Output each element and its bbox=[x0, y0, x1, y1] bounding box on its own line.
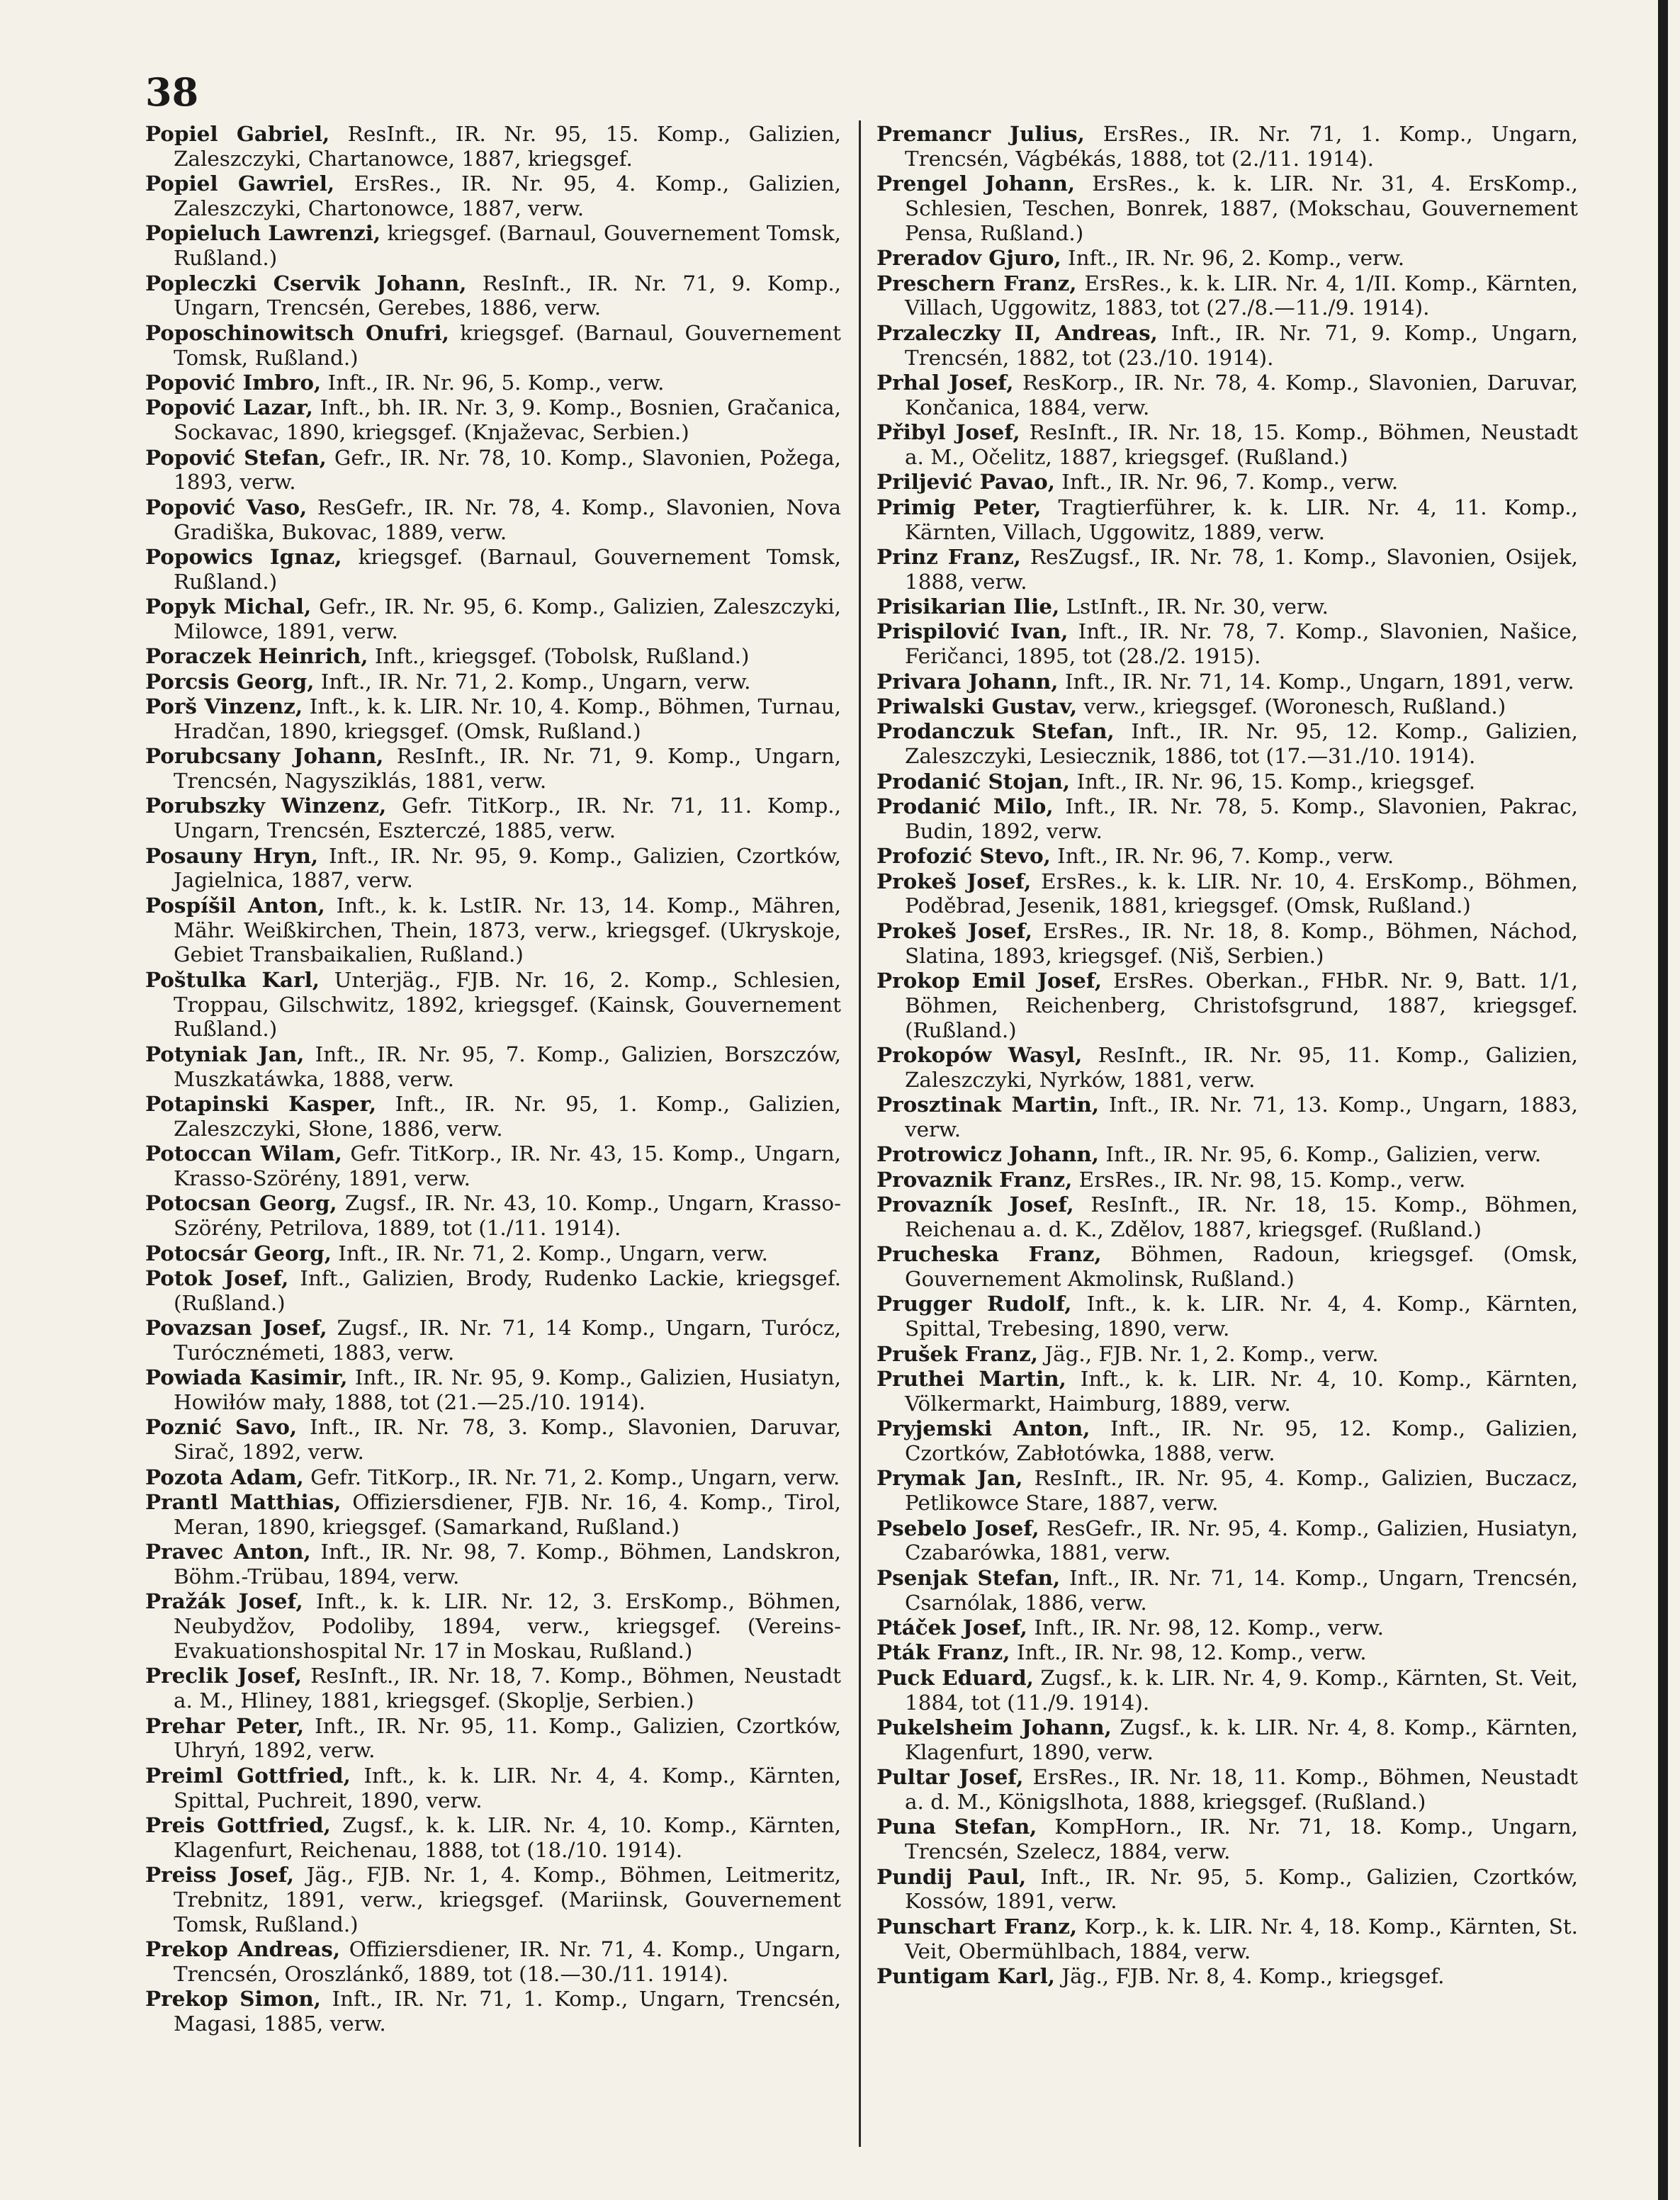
entry-details: Inft., IR. Nr. 71, 13. Komp., Ungarn, 1883, verw. bbox=[905, 1093, 1578, 1141]
list-item bbox=[876, 869, 1578, 919]
entry-name: Prodanić Stojan, bbox=[876, 768, 1071, 794]
entry-details: Inft., IR. Nr. 96, 2. Komp., verw. bbox=[1061, 246, 1405, 271]
entry-name: Prymak Jan, bbox=[876, 1465, 1023, 1491]
entry-name: Preschern Franz, bbox=[876, 270, 1077, 295]
entry-name: Porubcsany Johann, bbox=[145, 743, 384, 769]
entry-name: Popović Vaso, bbox=[145, 494, 308, 519]
list-item bbox=[876, 246, 1578, 271]
list-item bbox=[876, 1242, 1578, 1292]
list-item bbox=[876, 844, 1578, 869]
entry-name: Prispilović Ivan, bbox=[876, 619, 1069, 644]
entry-name: Prokeš Josef, bbox=[876, 918, 1032, 943]
entry-name: Prehar Peter, bbox=[145, 1713, 305, 1738]
entry-details: Inft., IR. Nr. 96, 7. Komp., verw. bbox=[1050, 844, 1394, 869]
entry-details: verw., kriegsgef. (Woronesch, Rußland.) bbox=[1077, 694, 1506, 719]
entry-name: Preis Gottfried, bbox=[145, 1812, 331, 1837]
entry-name: Pukelsheim Johann, bbox=[876, 1714, 1112, 1739]
list-item bbox=[145, 893, 841, 967]
list-item bbox=[876, 769, 1578, 794]
entry-details: Inft., IR. Nr. 95, 9. Komp., Galizien, Czortków, Jagielnica, 1887, verw. bbox=[174, 843, 841, 893]
entry-name: Porcsis Georg, bbox=[145, 668, 315, 694]
entry-name: Prengel Johann, bbox=[876, 171, 1076, 196]
entry-name: Puck Eduard, bbox=[876, 1664, 1034, 1690]
list-item bbox=[876, 1192, 1578, 1242]
entry-name: Pozota Adam, bbox=[145, 1464, 304, 1489]
entry-details: Zugsf., IR. Nr. 71, 14 Komp., Ungarn, Turócz, Turócznémeti, 1883, verw. bbox=[174, 1316, 841, 1365]
entry-name: Pultar Josef, bbox=[876, 1764, 1024, 1790]
entry-name: Povazsan Josef, bbox=[145, 1315, 327, 1341]
entry-details: Inft., IR. Nr. 95, 5. Komp., Galizien, Czortków, Kossów, 1891, verw. bbox=[905, 1864, 1578, 1914]
entry-name: Premancr Julius, bbox=[876, 121, 1085, 146]
entry-details: ErsRes. Oberkan., FHbR. Nr. 9, Batt. 1/1, Böhmen, Reichenberg, Christofsgrund, 1887, kriegsgef. (Rußland.) bbox=[905, 968, 1578, 1042]
list-item bbox=[876, 1367, 1578, 1416]
entry-details: Inft., IR. Nr. 95, 9. Komp., Galizien, Husiatyn, Howiłów mały, 1888, tot (21.—25./10. 1914). bbox=[174, 1365, 841, 1415]
list-item bbox=[876, 1914, 1578, 1964]
entry-name: Prhal Josef, bbox=[876, 369, 1014, 395]
list-item bbox=[876, 670, 1578, 694]
entry-name: Prisikarian Ilie, bbox=[876, 594, 1060, 619]
list-item bbox=[145, 271, 841, 321]
entry-details: Zugsf., k. k. LIR. Nr. 4, 9. Komp., Kärnten, St. Veit, 1884, tot (11./9. 1914). bbox=[905, 1665, 1578, 1715]
entry-name: Provazník Josef, bbox=[876, 1192, 1074, 1217]
entry-details: ErsRes., IR. Nr. 71, 1. Komp., Ungarn, Trencsén, Vágbékás, 1888, tot (2./11. 1914). bbox=[905, 122, 1578, 171]
list-item bbox=[876, 694, 1578, 719]
list-item bbox=[876, 1516, 1578, 1566]
entry-details: ResGefr., IR. Nr. 95, 4. Komp., Galizien, Husiatyn, Czabarówka, 1881, verw. bbox=[905, 1516, 1578, 1565]
list-item bbox=[145, 122, 841, 171]
entry-details: Inft., k. k. LIR. Nr. 12, 3. ErsKomp., Böhmen, Neubydžov, Podoliby, 1894, verw., kriegsgef. (Vereins-Evakuationshospital Nr. 17 in Moskau, Rußland.) bbox=[174, 1589, 841, 1664]
entry-name: Punschart Franz, bbox=[876, 1913, 1078, 1939]
entry-details: Inft., IR. Nr. 71, 9. Komp., Ungarn, Trencsén, 1882, tot (23./10. 1914). bbox=[905, 320, 1579, 370]
entry-name: Pryjemski Anton, bbox=[876, 1416, 1090, 1441]
list-item bbox=[145, 1714, 841, 1764]
list-item bbox=[876, 1342, 1578, 1367]
entry-name: Potok Josef, bbox=[145, 1265, 289, 1290]
list-item bbox=[876, 1615, 1578, 1640]
entry-details: Inft., IR. Nr. 71, 14. Komp., Ungarn, Trencsén, Csarnólak, 1886, verw. bbox=[905, 1565, 1578, 1615]
entry-details: kriegsgef. (Barnaul, Gouvernement Tomsk, Rußland.) bbox=[174, 544, 841, 594]
list-item bbox=[876, 1666, 1578, 1715]
list-item bbox=[876, 719, 1578, 769]
entry-name: Poposchinowitsch Onufri, bbox=[145, 320, 449, 345]
entry-name: Puntigam Karl, bbox=[876, 1963, 1055, 1988]
entry-name: Porš Vinzenz, bbox=[145, 694, 303, 719]
entry-name: Ptáček Josef, bbox=[876, 1615, 1027, 1640]
entry-details: Inft., Galizien, Brody, Rudenko Lackie, kriegsgef. (Rußland.) bbox=[174, 1265, 841, 1315]
entry-name: Popović Imbro, bbox=[145, 369, 322, 395]
entry-name: Poznić Savo, bbox=[145, 1414, 298, 1440]
list-item bbox=[876, 1168, 1578, 1192]
entry-name: Przaleczky II, Andreas, bbox=[876, 320, 1158, 345]
list-item bbox=[145, 371, 841, 395]
entry-details: Inft., IR. Nr. 96, 5. Komp., verw. bbox=[321, 370, 665, 395]
entry-details: Inft., IR. Nr. 95, 12. Komp., Galizien, Czortków, Zabłotówka, 1888, verw. bbox=[905, 1416, 1578, 1466]
entry-name: Prekop Andreas, bbox=[145, 1936, 341, 1962]
list-item bbox=[145, 545, 841, 594]
entry-details: ResZugsf., IR. Nr. 78, 1. Komp., Slavonien, Osijek, 1888, verw. bbox=[905, 544, 1578, 594]
entry-name: Potapinski Kasper, bbox=[145, 1090, 377, 1116]
entry-details: Jäg., FJB. Nr. 1, 4. Komp., Böhmen, Leitmeritz, Trebnitz, 1891, verw., kriegsgef. (Mariinsk, Gouvernement Tomsk, Rußland.) bbox=[174, 1863, 841, 1936]
entry-details: Inft., IR. Nr. 71, 2. Komp., Ungarn, verw. bbox=[331, 1241, 769, 1265]
entry-details: ResInft., IR. Nr. 18, 15. Komp., Böhmen, Reichenau a. d. K., Zdělov, 1887, kriegsgef. (Rußland.) bbox=[905, 1192, 1578, 1241]
list-item bbox=[876, 171, 1578, 245]
column-divider bbox=[859, 120, 861, 2147]
list-item bbox=[145, 1540, 841, 1589]
entry-name: Pravec Anton, bbox=[145, 1539, 311, 1564]
page-edge-border bbox=[1658, 0, 1668, 2200]
entry-details: Inft., IR. Nr. 71, 14. Komp., Ungarn, 1891, verw. bbox=[1058, 669, 1574, 694]
entry-details: ResInft., IR. Nr. 95, 11. Komp., Galizien, Zaleszczyki, Nyrków, 1881, verw. bbox=[905, 1042, 1579, 1092]
entry-details: Inft., k. k. LIR. Nr. 4, 4. Komp., Kärnten, Spittal, Trebesing, 1890, verw. bbox=[905, 1292, 1578, 1341]
list-item bbox=[876, 1466, 1578, 1516]
page-number: 38 bbox=[145, 69, 199, 115]
entry-name: Přibyl Josef, bbox=[876, 419, 1020, 445]
entry-details: ResGefr., IR. Nr. 78, 4. Komp., Slavonien, Nova Gradiška, Bukovac, 1889, verw. bbox=[174, 495, 842, 544]
entry-name: Priljević Pavao, bbox=[876, 469, 1055, 495]
list-item bbox=[876, 794, 1578, 844]
entry-name: Poraczek Heinrich, bbox=[145, 643, 368, 669]
list-item bbox=[145, 321, 841, 371]
entry-details: Inft., IR. Nr. 98, 12. Komp., verw. bbox=[1027, 1615, 1384, 1640]
entry-details: Tragtierführer, k. k. LIR. Nr. 4, 11. Komp., Kärnten, Villach, Uggowitz, 1889, verw. bbox=[905, 495, 1578, 544]
entry-details: Gefr. TitKorp., IR. Nr. 43, 15. Komp., Ungarn, Krasso-Szörény, 1891, verw. bbox=[174, 1141, 841, 1190]
entry-details: Inft., k. k. LstIR. Nr. 13, 14. Komp., Mähren, Mähr. Weißkirchen, Thein, 1873, verw., kriegsgef. (Ukryskoje, Gebiet Transbaikalien, Rußland.) bbox=[174, 893, 841, 967]
entry-name: Prekop Simon, bbox=[145, 1986, 321, 2012]
entry-name: Powiada Kasimir, bbox=[145, 1365, 348, 1390]
entry-name: Popović Lazar, bbox=[145, 395, 313, 420]
entry-name: Poštulka Karl, bbox=[145, 966, 320, 992]
entry-name: Posauny Hryn, bbox=[145, 842, 319, 868]
list-item bbox=[876, 1815, 1578, 1864]
entry-details: Inft., kriegsgef. (Tobolsk, Rußland.) bbox=[368, 644, 750, 669]
list-item bbox=[145, 1589, 841, 1663]
entry-name: Psenjak Stefan, bbox=[876, 1564, 1061, 1590]
entry-name: Preiss Josef, bbox=[145, 1862, 294, 1888]
entry-details: Zugsf., k. k. LIR. Nr. 4, 8. Komp., Kärnten, Klagenfurt, 1890, verw. bbox=[905, 1715, 1578, 1764]
list-item bbox=[145, 1863, 841, 1936]
list-item bbox=[876, 1043, 1578, 1093]
entry-details: kriegsgef. (Barnaul, Gouvernement Tomsk, Rußland.) bbox=[174, 320, 841, 370]
entry-details: Gefr., IR. Nr. 95, 6. Komp., Galizien, Zaleszczyki, Milowce, 1891, verw. bbox=[174, 594, 841, 643]
entry-name: Pruthei Martin, bbox=[876, 1366, 1066, 1392]
list-item bbox=[145, 1937, 841, 1987]
entry-name: Preclik Josef, bbox=[145, 1663, 302, 1688]
list-item bbox=[876, 1093, 1578, 1142]
entry-details: Inft., k. k. LIR. Nr. 10, 4. Komp., Böhmen, Turnau, Hradčan, 1890, kriegsgef. (Omsk, Rußland.) bbox=[174, 694, 841, 743]
list-item bbox=[145, 171, 841, 221]
list-item bbox=[876, 594, 1578, 619]
entry-details: Gefr. TitKorp., IR. Nr. 71, 2. Komp., Ungarn, verw. bbox=[303, 1465, 840, 1489]
entry-details: Inft., IR. Nr. 98, 12. Komp., verw. bbox=[1010, 1640, 1367, 1665]
entry-details: Inft., IR. Nr. 78, 5. Komp., Slavonien, Pakrac, Budin, 1892, verw. bbox=[905, 794, 1578, 843]
entry-details: Inft., IR. Nr. 78, 3. Komp., Slavonien, Daruvar, Sirač, 1892, verw. bbox=[174, 1415, 841, 1465]
list-item bbox=[876, 1765, 1578, 1815]
list-item bbox=[145, 1191, 841, 1241]
list-item bbox=[145, 1664, 841, 1713]
entry-name: Primig Peter, bbox=[876, 494, 1042, 519]
entry-name: Prokop Emil Josef, bbox=[876, 967, 1103, 993]
list-item bbox=[145, 1813, 841, 1863]
entry-details: Inft., IR. Nr. 95, 12. Komp., Galizien, Zaleszczyki, Lesiecznik, 1886, tot (17.—31./10. 1914). bbox=[905, 719, 1578, 769]
entry-details: Gefr. TitKorp., IR. Nr. 71, 11. Komp., Ungarn, Trencsén, Eszterczé, 1885, verw. bbox=[174, 794, 841, 843]
entry-details: Inft., IR. Nr. 78, 7. Komp., Slavonien, Našice, Feričanci, 1895, tot (28./2. 1915). bbox=[905, 619, 1578, 669]
list-item bbox=[876, 969, 1578, 1042]
list-item bbox=[145, 594, 841, 644]
list-item bbox=[876, 1566, 1578, 1615]
entry-name: Prucheska Franz, bbox=[876, 1241, 1102, 1267]
entry-name: Prinz Franz, bbox=[876, 543, 1021, 569]
entry-details: Inft., bh. IR. Nr. 3, 9. Komp., Bosnien, Gračanica, Sockavac, 1890, kriegsgef. (Knjaževac, Serbien.) bbox=[174, 395, 841, 445]
entry-name: Porubszky Winzenz, bbox=[145, 793, 387, 818]
entry-details: Inft., IR. Nr. 95, 7. Komp., Galizien, Borszczów, Muszkatáwka, 1888, verw. bbox=[174, 1042, 841, 1091]
entry-name: Prodanić Milo, bbox=[876, 794, 1054, 819]
list-item bbox=[145, 1764, 841, 1813]
entry-details: Jäg., FJB. Nr. 8, 4. Komp., kriegsgef. bbox=[1054, 1963, 1445, 1988]
right-column bbox=[876, 122, 1578, 1989]
list-item bbox=[876, 919, 1578, 969]
list-item bbox=[145, 1365, 841, 1415]
list-item bbox=[876, 1715, 1578, 1765]
entry-details: Böhmen, Radoun, kriegsgef. (Omsk, Gouvernement Akmolinsk, Rußland.) bbox=[905, 1242, 1578, 1292]
entry-name: Prugger Rudolf, bbox=[876, 1291, 1072, 1316]
list-item bbox=[145, 1141, 841, 1191]
list-item bbox=[145, 1316, 841, 1365]
entry-name: Potoccan Wilam, bbox=[145, 1141, 342, 1166]
left-column bbox=[145, 122, 841, 2037]
entry-name: Popowics Ignaz, bbox=[145, 543, 342, 569]
entry-details: Inft., IR. Nr. 98, 7. Komp., Böhmen, Landskron, Böhm.-Trübau, 1894, verw. bbox=[174, 1540, 841, 1589]
entry-name: Prosztinak Martin, bbox=[876, 1092, 1100, 1117]
entry-name: Prodanczuk Stefan, bbox=[876, 718, 1115, 744]
list-item bbox=[145, 794, 841, 843]
list-item bbox=[876, 619, 1578, 669]
entry-details: kriegsgef. (Barnaul, Gouvernement Tomsk, Rußland.) bbox=[174, 221, 841, 271]
entry-details: Inft., IR. Nr. 71, 1. Komp., Ungarn, Trencsén, Magasi, 1885, verw. bbox=[174, 1987, 841, 2036]
entry-details: Offiziersdiener, FJB. Nr. 16, 4. Komp., Tirol, Meran, 1890, kriegsgef. (Samarkand, Rußland.) bbox=[174, 1490, 841, 1539]
list-item bbox=[876, 1865, 1578, 1914]
entry-name: Popiel Gabriel, bbox=[145, 121, 330, 146]
list-item bbox=[876, 1142, 1578, 1167]
entry-name: Provaznik Franz, bbox=[876, 1166, 1073, 1192]
entry-name: Prokeš Josef, bbox=[876, 868, 1032, 893]
list-item bbox=[145, 694, 841, 744]
list-item bbox=[145, 395, 841, 445]
entry-name: Popiel Gawriel, bbox=[145, 171, 335, 196]
entry-details: Korp., k. k. LIR. Nr. 4, 18. Komp., Kärnten, St. Veit, Obermühlbach, 1884, verw. bbox=[905, 1914, 1578, 1963]
list-item bbox=[876, 321, 1578, 371]
list-item bbox=[145, 670, 841, 694]
entry-details: Offiziersdiener, IR. Nr. 71, 4. Komp., Ungarn, Trencsén, Oroszlánkő, 1889, tot (18.—30./11. 1914). bbox=[174, 1937, 841, 1986]
entry-name: Profozić Stevo, bbox=[876, 843, 1051, 869]
list-item bbox=[876, 1640, 1578, 1665]
entry-name: Popyk Michal, bbox=[145, 594, 312, 619]
entry-details: Zugsf., IR. Nr. 43, 10. Komp., Ungarn, Krasso-Szörény, Petrilova, 1889, tot (1./11. 1914). bbox=[174, 1191, 841, 1241]
entry-name: Potocsan Georg, bbox=[145, 1190, 337, 1216]
entry-details: ResInft., IR. Nr. 18, 7. Komp., Böhmen, Neustadt a. M., Hliney, 1881, kriegsgef. (Skoplje, Serbien.) bbox=[174, 1664, 841, 1713]
entry-name: Pundij Paul, bbox=[876, 1863, 1027, 1889]
list-item bbox=[876, 371, 1578, 420]
entry-name: Pražák Josef, bbox=[145, 1589, 303, 1614]
entry-name: Psebelo Josef, bbox=[876, 1515, 1039, 1540]
list-item bbox=[876, 122, 1578, 171]
list-item bbox=[145, 968, 841, 1042]
entry-details: ErsRes., k. k. LIR. Nr. 10, 4. ErsKomp., Böhmen, Poděbrad, Jesenik, 1881, kriegsgef. (Omsk, Rußland.) bbox=[905, 869, 1578, 918]
entry-details: LstInft., IR. Nr. 30, verw. bbox=[1059, 594, 1329, 619]
list-item bbox=[145, 644, 841, 669]
entry-name: Prantl Matthias, bbox=[145, 1489, 342, 1515]
entry-details: ResInft., IR. Nr. 95, 15. Komp., Galizien, Zaleszczyki, Chartanowce, 1887, kriegsgef. bbox=[174, 122, 841, 171]
list-item bbox=[145, 1241, 841, 1266]
list-item bbox=[145, 1042, 841, 1092]
list-item bbox=[876, 420, 1578, 470]
entry-details: Inft., IR. Nr. 71, 2. Komp., Ungarn, verw. bbox=[314, 669, 751, 694]
entry-name: Popović Stefan, bbox=[145, 444, 327, 470]
list-item bbox=[145, 1465, 841, 1490]
list-item bbox=[145, 744, 841, 794]
entry-name: Preradov Gjuro, bbox=[876, 245, 1061, 271]
entry-details: Jäg., FJB. Nr. 1, 2. Komp., verw. bbox=[1037, 1341, 1379, 1366]
list-item bbox=[145, 1092, 841, 1141]
entry-name: Protrowicz Johann, bbox=[876, 1141, 1100, 1167]
list-item bbox=[876, 1964, 1578, 1989]
entry-name: Privara Johann, bbox=[876, 668, 1059, 694]
entry-details: Inft., IR. Nr. 95, 6. Komp., Galizien, verw. bbox=[1099, 1142, 1542, 1167]
entry-details: KompHorn., IR. Nr. 71, 18. Komp., Ungarn, Trencsén, Szelecz, 1884, verw. bbox=[905, 1815, 1578, 1864]
list-item bbox=[876, 545, 1578, 594]
list-item bbox=[876, 1292, 1578, 1341]
entry-name: Pták Franz, bbox=[876, 1640, 1010, 1665]
entry-details: Inft., IR. Nr. 96, 15. Komp., kriegsgef. bbox=[1070, 769, 1476, 794]
entry-details: ResInft., IR. Nr. 71, 9. Komp., Ungarn, Trencsén, Nagysziklás, 1881, verw. bbox=[174, 744, 841, 794]
entry-details: ErsRes., IR. Nr. 18, 8. Komp., Böhmen, Náchod, Slatina, 1893, kriegsgef. (Niš, Serbien.) bbox=[905, 918, 1578, 968]
entry-details: Zugsf., k. k. LIR. Nr. 4, 10. Komp., Kärnten, Klagenfurt, Reichenau, 1888, tot (18./10. 1914). bbox=[174, 1812, 842, 1862]
entry-name: Pospíšil Anton, bbox=[145, 892, 325, 918]
entry-details: Inft., k. k. LIR. Nr. 4, 4. Komp., Kärnten, Spittal, Puchreit, 1890, verw. bbox=[174, 1763, 842, 1812]
entry-name: Prokopów Wasyl, bbox=[876, 1042, 1083, 1067]
entry-details: ErsRes., IR. Nr. 95, 4. Komp., Galizien, Zaleszczyki, Chartonowce, 1887, verw. bbox=[174, 171, 841, 220]
list-item bbox=[145, 1415, 841, 1465]
list-item bbox=[145, 1266, 841, 1316]
entry-name: Popleczki Cservik Johann, bbox=[145, 270, 467, 295]
entry-details: ResKorp., IR. Nr. 78, 4. Komp., Slavonien, Daruvar, Končanica, 1884, verw. bbox=[905, 370, 1578, 419]
list-item bbox=[876, 470, 1578, 495]
entry-details: ErsRes., k. k. LIR. Nr. 31, 4. ErsKomp., Schlesien, Teschen, Bonrek, 1887, (Mokschau, Gouvernement Pensa, Rußland.) bbox=[905, 171, 1578, 245]
list-item bbox=[876, 271, 1578, 321]
list-item bbox=[145, 1987, 841, 2036]
entry-name: Puna Stefan, bbox=[876, 1814, 1037, 1839]
entry-details: Unterjäg., FJB. Nr. 16, 2. Komp., Schlesien, Troppau, Gilschwitz, 1892, kriegsgef. (Kainsk, Gouvernement Rußland.) bbox=[174, 967, 841, 1042]
entry-details: ResInft., IR. Nr. 71, 9. Komp., Ungarn, Trencsén, Gerebes, 1886, verw. bbox=[174, 271, 842, 320]
entry-details: ErsRes., IR. Nr. 18, 11. Komp., Böhmen, Neustadt a. d. M., Königslhota, 1888, kriegsgef. (Rußland.) bbox=[905, 1765, 1578, 1814]
entry-details: Inft., k. k. LIR. Nr. 4, 10. Komp., Kärnten, Völkermarkt, Haimburg, 1889, verw. bbox=[905, 1367, 1578, 1416]
list-item bbox=[145, 446, 841, 495]
entry-details: Inft., IR. Nr. 96, 7. Komp., verw. bbox=[1054, 470, 1399, 495]
list-item bbox=[876, 495, 1578, 545]
list-item bbox=[145, 1490, 841, 1540]
list-item bbox=[145, 844, 841, 893]
entry-name: Potocsár Georg, bbox=[145, 1240, 332, 1265]
entry-details: ResInft., IR. Nr. 95, 4. Komp., Galizien, Buczacz, Petlikowce Stare, 1887, verw. bbox=[905, 1466, 1578, 1516]
list-item bbox=[876, 1416, 1578, 1466]
entry-details: Inft., IR. Nr. 95, 11. Komp., Galizien, Czortków, Uhryń, 1892, verw. bbox=[174, 1713, 842, 1763]
entry-name: Priwalski Gustav, bbox=[876, 694, 1078, 719]
entry-name: Popieluch Lawrenzi, bbox=[145, 220, 381, 246]
entry-details: Gefr., IR. Nr. 78, 10. Komp., Slavonien, Požega, 1893, verw. bbox=[174, 445, 841, 495]
entry-details: ResInft., IR. Nr. 18, 15. Komp., Böhmen, Neustadt a. M., Očelitz, 1887, kriegsgef. (Rußland.) bbox=[905, 420, 1578, 469]
list-item bbox=[145, 495, 841, 545]
entry-name: Potyniak Jan, bbox=[145, 1041, 305, 1066]
list-item bbox=[145, 221, 841, 271]
entry-name: Prušek Franz, bbox=[876, 1341, 1038, 1366]
entry-details: ErsRes., IR. Nr. 98, 15. Komp., verw. bbox=[1072, 1167, 1466, 1192]
entry-details: ErsRes., k. k. LIR. Nr. 4, 1/II. Komp., Kärnten, Villach, Uggowitz, 1883, tot (27./8.—11./9. 1914). bbox=[905, 271, 1578, 320]
entry-name: Preiml Gottfried, bbox=[145, 1762, 351, 1788]
entry-details: Inft., IR. Nr. 95, 1. Komp., Galizien, Zaleszczyki, Słone, 1886, verw. bbox=[174, 1091, 841, 1141]
